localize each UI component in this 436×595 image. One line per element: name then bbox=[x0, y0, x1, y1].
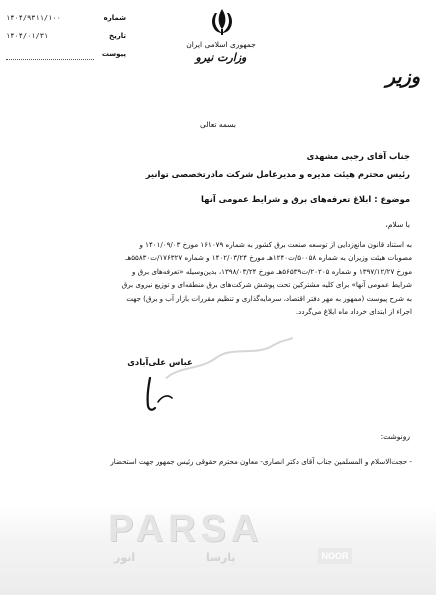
letter-date-row bbox=[6, 32, 126, 46]
recipient-title: رئیس محترم هیئت مدیره و مدیرعامل شرکت مادرتخصصی توانیر bbox=[145, 169, 410, 179]
letter-number-label: شماره bbox=[103, 14, 126, 22]
republic-line: جمهوری اسلامی ایران bbox=[186, 40, 256, 49]
noor-badge: NOOR bbox=[318, 548, 352, 564]
body-line: به استناد قانون مانع‌زدایی از توسعه صنعت برق کشور به شماره ۱۶۱۰۷۹ مورخ ۱۴۰۱/۰۹/۰۳ و bbox=[139, 240, 412, 249]
signer-name: عباس علی‌آبادی bbox=[127, 357, 193, 367]
letter-attachment-row bbox=[6, 50, 126, 64]
body-line: مصوبات هیئت وزیران به شماره ۵۰۰۵۸/ت۱۲۴۰هـ مورخ ۱۴۰۲/۰۳/۲۴ و شماره ۱۷۶۳۲۷/ت۵۵۸۳۰هـ bbox=[125, 253, 412, 263]
recipient-name: جناب آقای رجبی مشهدی bbox=[306, 151, 410, 161]
letter-attachment-label: پیوست bbox=[101, 50, 126, 58]
parsa-fa-left: انور bbox=[114, 551, 136, 564]
cc-line: - حجت‌الاسلام و المسلمین جناب آقای دکتر انصاری- معاون محترم حقوقی رئیس جمهور جهت استحضار bbox=[110, 457, 412, 466]
handwritten-signature bbox=[128, 372, 188, 416]
body-line: به شرح پیوست (ممهور به مهر دفتر اقتصاد، سرمایه‌گذاری و تنظیم مقررات بازار آب و برق) جهت bbox=[126, 293, 412, 303]
letter-body bbox=[22, 238, 412, 318]
parsa-fa-right: پارسا bbox=[206, 551, 236, 564]
parsa-watermark-logo: PARSA bbox=[108, 508, 264, 550]
bismillah: بسمه تعالی bbox=[199, 120, 237, 129]
ministry-line: وزارت نیرو bbox=[195, 51, 247, 64]
iran-emblem-icon bbox=[206, 7, 238, 37]
letter-number-value: ۱۴۰۴/۹۳۱۱/۱۰۰ bbox=[6, 14, 61, 22]
body-line: اجراء از ابتدای خرداد ماه ابلاغ می‌گردد. bbox=[295, 307, 412, 317]
body-line: مورخ ۱۳۹۷/۱۲/۲۷ و شماره ۲۰۲۰۵/ت۵۶۵۳۹هـ مورخ ۱۳۹۸/۰۳/۲۴، بدین‌وسیله «تعرفه‌های برق و bbox=[132, 266, 412, 276]
letter-number-row bbox=[6, 14, 126, 28]
subject-line bbox=[40, 194, 410, 204]
cc-label: رونوشت: bbox=[380, 432, 410, 441]
body-line: شرایط عمومی آنها» برای کلیه مشترکین تحت پوشش شرکت‌های برق منطقه‌ای و توزیع نیروی برق bbox=[121, 280, 412, 290]
attachment-dotted-line bbox=[6, 59, 94, 60]
minister-title: وزیر bbox=[385, 66, 420, 88]
letter-date-label: تاریخ bbox=[109, 32, 126, 40]
letter-date-value: ۱۴۰۴/۰۱/۳۱ bbox=[6, 32, 49, 40]
subject-label: موضوع : bbox=[374, 194, 410, 204]
greeting: با سلام، bbox=[385, 220, 410, 229]
subject-text: ابلاغ تعرفه‌های برق و شرایط عمومی آنها bbox=[201, 194, 372, 204]
